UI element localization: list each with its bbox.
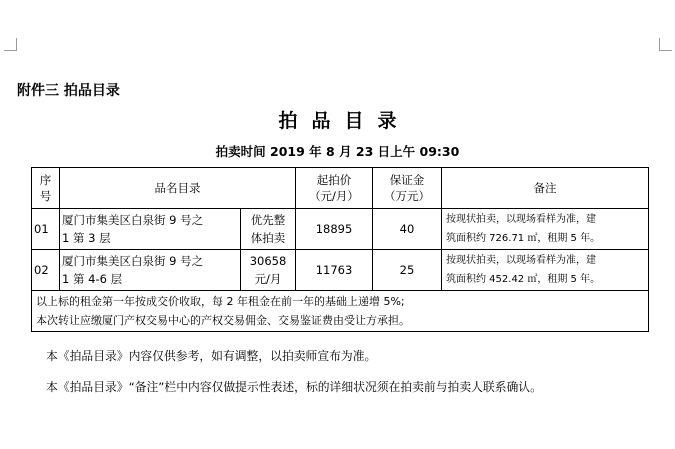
table-footnote [32,291,649,332]
auction-catalog-table [31,167,649,332]
header-start-price-line2: （元/月） [309,189,359,203]
row-item-name-line2: 1 第 3 层 [62,231,111,245]
crop-mark-top-right [659,38,672,51]
crop-mark-top-left [4,38,17,51]
note-remarks-disclaimer: 本《拍品目录》“备注”栏中内容仅做提示性表述，标的详细状况须在拍卖前与拍卖人联系确认。 [46,380,542,394]
header-start-price [296,168,373,209]
document-title: 拍品目录 [278,110,411,132]
header-item: 品名目录 [60,168,296,209]
row-item-name-line2: 1 第 4-6 层 [62,272,123,286]
table-row [32,209,649,250]
row-deposit: 25 [373,250,442,291]
header-remarks: 备注 [442,168,649,209]
row-remarks [442,250,649,291]
row-method-line2: 体拍卖 [250,231,286,245]
row-deposit: 40 [373,209,442,250]
row-item-name [60,250,241,291]
note-reference-only: 本《拍品目录》内容仅供参考，如有调整，以拍卖师宣布为准。 [46,349,377,363]
header-seq [32,168,60,209]
row-method-line1: 优先整 [250,213,286,227]
header-seq-line2: 号 [39,189,52,203]
row-start-price: 11763 [296,250,373,291]
row-seq: 02 [32,250,60,291]
header-deposit-line2: （万元） [384,189,430,203]
auction-time: 拍卖时间 2019 年 8 月 23 日上午 09:30 [215,144,460,159]
row-remarks-line1: 按现状拍卖，以现场看样为准，建 [446,255,596,266]
row-start-price: 18895 [296,209,373,250]
table-row [32,250,649,291]
row-remarks [442,209,649,250]
row-remarks-line1: 按现状拍卖，以现场看样为准，建 [446,214,596,225]
row-method [241,250,296,291]
table-footnote-row [32,291,649,332]
footnote-line2: 本次转让应缴厦门产权交易中心的产权交易佣金、交易鉴证费由受让方承担。 [36,314,410,327]
table-header-row [32,168,649,209]
header-deposit-line1: 保证金 [389,173,425,187]
row-method-line1: 30658 [249,254,287,268]
row-seq: 01 [32,209,60,250]
attachment-title: 附件三 拍品目录 [17,83,120,99]
row-item-name [60,209,241,250]
row-method [241,209,296,250]
header-start-price-line1: 起拍价 [316,173,352,187]
header-seq-line1: 序 [39,173,52,187]
row-item-name-line1: 厦门市集美区白泉街 9 号之 [62,213,204,227]
header-deposit [373,168,442,209]
row-item-name-line1: 厦门市集美区白泉街 9 号之 [62,254,204,268]
footnote-line1: 以上标的租金第一年按成交价收取，每 2 年租金在前一年的基础上递增 5%; [36,295,405,308]
row-remarks-line2: 筑面积约 726.71 ㎡，租期 5 年。 [446,233,601,244]
row-method-line2: 元/月 [254,272,282,286]
row-remarks-line2: 筑面积约 452.42 ㎡，租期 5 年。 [446,274,601,285]
